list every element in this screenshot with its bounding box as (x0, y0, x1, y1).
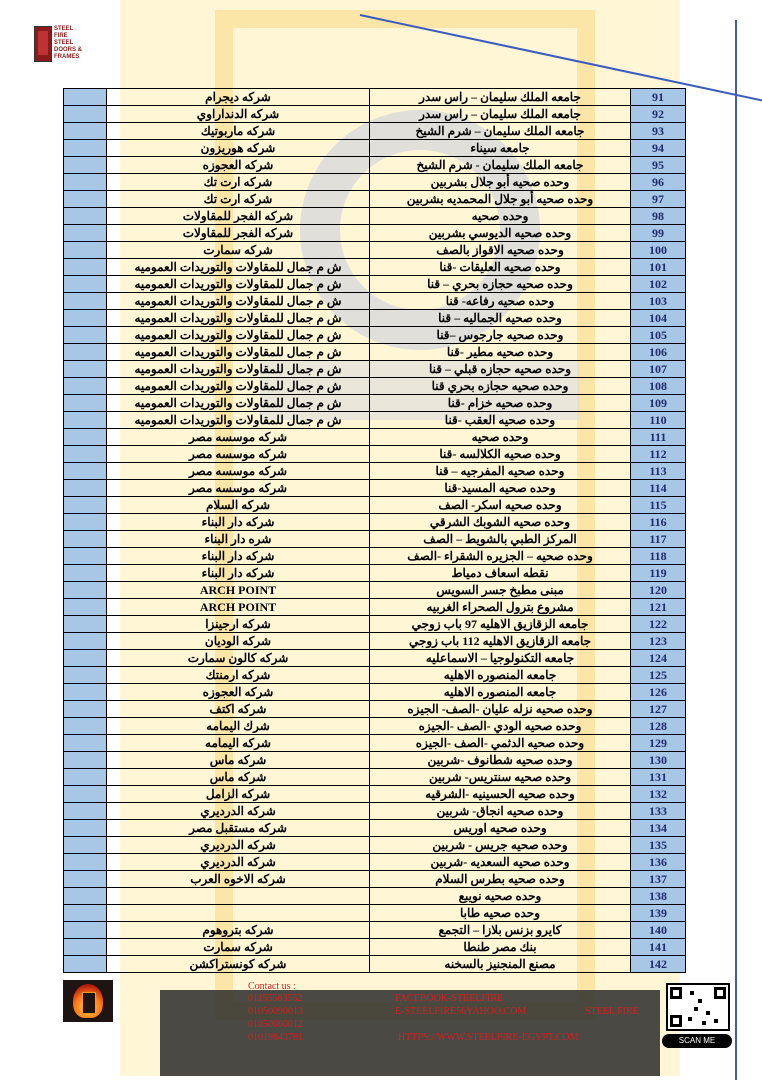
table-row (64, 820, 686, 837)
table-row (64, 905, 686, 922)
company-cell: شركه ماس (107, 752, 370, 769)
company-cell: ش م جمال للمقاولات والتوريدات العموميه (107, 412, 370, 429)
project-cell: وحده صحيه (370, 208, 631, 225)
table-row (64, 650, 686, 667)
company-cell: شركه دار البناء (107, 548, 370, 565)
qr-module (688, 1017, 692, 1021)
company-cell: شركه هوريزون (107, 140, 370, 157)
project-cell: وحده صحيه الديوسي بشربين (370, 225, 631, 242)
company-cell: ش م جمال للمقاولات والتوريدات العموميه (107, 344, 370, 361)
table-row (64, 310, 686, 327)
row-marker-cell (64, 633, 107, 650)
company-cell: شركه اليمامه (107, 735, 370, 752)
project-cell: وحده صحيه أبو جلال المحمديه بشربين (370, 191, 631, 208)
project-cell: جامعه الملك سليمان – راس سدر (370, 106, 631, 123)
row-number-cell: 117 (631, 531, 686, 548)
row-number-cell: 105 (631, 327, 686, 344)
company-cell: شركه الدرديري (107, 803, 370, 820)
company-cell: ش م جمال للمقاولات والتوريدات العموميه (107, 395, 370, 412)
company-cell: شركه الدرديري (107, 837, 370, 854)
project-cell: جامعه الزقازيق الاهليه 112 باب زوجي (370, 633, 631, 650)
row-marker-cell (64, 854, 107, 871)
table-row (64, 497, 686, 514)
row-number-cell: 104 (631, 310, 686, 327)
project-cell: وحده صحيه العقب -قنا (370, 412, 631, 429)
row-number-cell: 127 (631, 701, 686, 718)
row-marker-cell (64, 548, 107, 565)
project-cell: جامعه التكنولوجيا – الاسماعليه (370, 650, 631, 667)
company-cell: ARCH POINT (107, 599, 370, 616)
row-marker-cell (64, 871, 107, 888)
row-number-cell: 135 (631, 837, 686, 854)
company-cell: شركه الدرديري (107, 854, 370, 871)
project-cell: وحده صحيه نزله عليان -الصف- الجيزه (370, 701, 631, 718)
project-cell: وحده صحيه الجماليه – قنا (370, 310, 631, 327)
row-number-cell: 115 (631, 497, 686, 514)
project-cell: جامعه الملك سليمان – شرم الشيخ (370, 123, 631, 140)
row-number-cell: 110 (631, 412, 686, 429)
project-cell: المركز الطبي بالشويط – الصف (370, 531, 631, 548)
fire-logo (63, 980, 113, 1022)
company-cell: شركه الوديان (107, 633, 370, 650)
row-marker-cell (64, 259, 107, 276)
project-cell: وحده صحيه الكلالسه -قنا (370, 446, 631, 463)
table-row (64, 412, 686, 429)
qr-code[interactable] (666, 983, 730, 1031)
row-marker-cell (64, 922, 107, 939)
company-cell: ش م جمال للمقاولات والتوريدات العموميه (107, 361, 370, 378)
row-marker-cell (64, 769, 107, 786)
project-cell: بنك مصر طنطا (370, 939, 631, 956)
row-number-cell: 97 (631, 191, 686, 208)
project-cell: وحده صحيه الشوبك الشرقي (370, 514, 631, 531)
project-cell: وحده صحيه خزام -قنا (370, 395, 631, 412)
row-marker-cell (64, 429, 107, 446)
table-row (64, 956, 686, 973)
row-marker-cell (64, 752, 107, 769)
phone-number: 01155563552 (248, 993, 303, 1004)
row-number-cell: 102 (631, 276, 686, 293)
company-cell: شركه بتروهوم (107, 922, 370, 939)
project-cell: وحده صحيه حجازه بحري قنا (370, 378, 631, 395)
project-cell: مبنى مطبخ جسر السويس (370, 582, 631, 599)
project-cell: وحده صحيه اوريس (370, 820, 631, 837)
qr-module (702, 1021, 706, 1025)
row-number-cell: 138 (631, 888, 686, 905)
row-marker-cell (64, 276, 107, 293)
company-cell: شركه ديجرام (107, 89, 370, 106)
company-cell: شركه دار البناء (107, 514, 370, 531)
qr-finder (670, 1015, 682, 1027)
row-marker-cell (64, 208, 107, 225)
row-number-cell: 99 (631, 225, 686, 242)
company-cell: شركه ماربوتيك (107, 123, 370, 140)
row-marker-cell (64, 446, 107, 463)
project-cell: وحده صحيه (370, 429, 631, 446)
row-number-cell: 95 (631, 157, 686, 174)
project-cell: وحده صحيه الودي -الصف -الجيزه (370, 718, 631, 735)
row-marker-cell (64, 531, 107, 548)
row-number-cell: 113 (631, 463, 686, 480)
row-number-cell: 140 (631, 922, 686, 939)
row-marker-cell (64, 242, 107, 259)
row-marker-cell (64, 157, 107, 174)
row-marker-cell (64, 344, 107, 361)
row-marker-cell (64, 820, 107, 837)
project-cell: وحده صحيه مطير -قنا (370, 344, 631, 361)
row-marker-cell (64, 412, 107, 429)
company-cell: شره دار البناء (107, 531, 370, 548)
table-row (64, 463, 686, 480)
company-cell (107, 905, 370, 922)
table-row (64, 361, 686, 378)
table-row (64, 480, 686, 497)
table-row (64, 293, 686, 310)
row-number-cell: 111 (631, 429, 686, 446)
table-row (64, 429, 686, 446)
row-number-cell: 106 (631, 344, 686, 361)
qr-module (706, 1011, 710, 1015)
table-row (64, 446, 686, 463)
project-cell: وحده صحيه طابا (370, 905, 631, 922)
project-cell: وحده صحيه أبو جلال بشربين (370, 174, 631, 191)
scan-me-badge: SCAN ME (662, 1034, 732, 1048)
company-cell: شركه الزامل (107, 786, 370, 803)
project-cell: جامعه الملك سليمان - شرم الشيخ (370, 157, 631, 174)
row-number-cell: 134 (631, 820, 686, 837)
table-row (64, 939, 686, 956)
project-cell: وحده صحيه جارجوس –قنا (370, 327, 631, 344)
row-marker-cell (64, 191, 107, 208)
company-cell: شركه مستقبل مصر (107, 820, 370, 837)
table-row (64, 616, 686, 633)
project-cell: وحده صحيه سنتريس- شربين (370, 769, 631, 786)
row-marker-cell (64, 327, 107, 344)
project-cell: جامعه سيناء (370, 140, 631, 157)
row-marker-cell (64, 123, 107, 140)
project-cell: وحده صحيه المسيد-قنا (370, 480, 631, 497)
project-cell: وحده صحيه رفاعه- قنا (370, 293, 631, 310)
row-number-cell: 120 (631, 582, 686, 599)
door-icon (82, 992, 96, 1014)
row-marker-cell (64, 803, 107, 820)
row-marker-cell (64, 395, 107, 412)
phone-number: 01050080012 (248, 1019, 303, 1030)
project-cell: وحده صحيه الدثمي -الصف -الجيزه (370, 735, 631, 752)
project-cell: وحده صحيه شطانوف -شربين (370, 752, 631, 769)
row-marker-cell (64, 225, 107, 242)
table-row (64, 225, 686, 242)
company-cell: ARCH POINT (107, 582, 370, 599)
brand-name: STEEL FIRE (585, 1006, 639, 1017)
table-row (64, 701, 686, 718)
table-row (64, 327, 686, 344)
row-marker-cell (64, 905, 107, 922)
row-number-cell: 96 (631, 174, 686, 191)
company-cell: شركه موسسه مصر (107, 429, 370, 446)
row-number-cell: 136 (631, 854, 686, 871)
project-cell: مشروع بترول الصحراء الغربيه (370, 599, 631, 616)
company-cell: ش م جمال للمقاولات والتوريدات العموميه (107, 293, 370, 310)
company-cell: ش م جمال للمقاولات والتوريدات العموميه (107, 327, 370, 344)
row-number-cell: 92 (631, 106, 686, 123)
row-number-cell: 108 (631, 378, 686, 395)
company-cell: شرك اليمامه (107, 718, 370, 735)
row-marker-cell (64, 684, 107, 701)
company-cell: شركه اكتف (107, 701, 370, 718)
company-cell: شركه سمارت (107, 939, 370, 956)
row-number-cell: 126 (631, 684, 686, 701)
company-cell: شركه موسسه مصر (107, 463, 370, 480)
qr-module (694, 1007, 698, 1011)
row-marker-cell (64, 650, 107, 667)
table-row (64, 684, 686, 701)
row-marker-cell (64, 701, 107, 718)
row-marker-cell (64, 293, 107, 310)
decorative-line (735, 20, 737, 1080)
row-marker-cell (64, 956, 107, 973)
table-row (64, 871, 686, 888)
company-cell: شركه سمارت (107, 242, 370, 259)
table-row (64, 123, 686, 140)
row-number-cell: 109 (631, 395, 686, 412)
table-row (64, 582, 686, 599)
company-cell: شركه ارمنتك (107, 667, 370, 684)
table-row (64, 395, 686, 412)
table-row (64, 854, 686, 871)
project-cell: وحده صحيه الاقواز بالصف (370, 242, 631, 259)
row-marker-cell (64, 718, 107, 735)
qr-module (698, 999, 702, 1003)
row-number-cell: 116 (631, 514, 686, 531)
website-link[interactable]: HTTPS://WWW.STEELFIRE-EGYPT.COM (398, 1032, 579, 1043)
row-marker-cell (64, 361, 107, 378)
row-marker-cell (64, 599, 107, 616)
project-cell: وحده صحيه – الجزيره الشقراء -الصف (370, 548, 631, 565)
company-cell: شركه الفجر للمقاولات (107, 225, 370, 242)
phone-number: 01050090013 (248, 1006, 303, 1017)
row-marker-cell (64, 582, 107, 599)
company-cell: ش م جمال للمقاولات والتوريدات العموميه (107, 259, 370, 276)
table-row (64, 174, 686, 191)
qr-finder (670, 987, 682, 999)
project-cell: وحده صحيه نويبع (370, 888, 631, 905)
project-cell: وحده صحيه السعديه -شربين (370, 854, 631, 871)
row-number-cell: 133 (631, 803, 686, 820)
door-icon (34, 26, 52, 62)
row-marker-cell (64, 89, 107, 106)
company-cell: شركه موسسه مصر (107, 480, 370, 497)
project-cell: وحده صحيه العليقات -قنا (370, 259, 631, 276)
company-cell: شركه العجوزه (107, 684, 370, 701)
company-cell: شركه الفجر للمقاولات (107, 208, 370, 225)
company-cell: شركه كونستراكشن (107, 956, 370, 973)
row-number-cell: 129 (631, 735, 686, 752)
row-marker-cell (64, 310, 107, 327)
row-number-cell: 100 (631, 242, 686, 259)
table-row (64, 599, 686, 616)
phone-number: 01019843781 (248, 1032, 303, 1043)
project-cell: جامعه المنصوره الاهليه (370, 667, 631, 684)
table-row (64, 242, 686, 259)
company-cell: ش م جمال للمقاولات والتوريدات العموميه (107, 378, 370, 395)
email-link[interactable]: E-STEELFIRE56YAHOO.COM (395, 1006, 527, 1017)
project-cell: وحده صحيه اسكر- الصف (370, 497, 631, 514)
table-row (64, 769, 686, 786)
project-cell: وحده صحيه انجاق- شربين (370, 803, 631, 820)
table-row (64, 344, 686, 361)
row-marker-cell (64, 106, 107, 123)
row-number-cell: 114 (631, 480, 686, 497)
row-marker-cell (64, 140, 107, 157)
row-number-cell: 93 (631, 123, 686, 140)
row-number-cell: 121 (631, 599, 686, 616)
row-number-cell: 112 (631, 446, 686, 463)
project-cell: وحده صحيه المفرجيه – قنا (370, 463, 631, 480)
table-row (64, 378, 686, 395)
company-cell: شركه ماس (107, 769, 370, 786)
table-row (64, 531, 686, 548)
table-row (64, 888, 686, 905)
logo-text: STEEL FIRE STEEL DOORS & FRAMES (54, 26, 83, 60)
table-row (64, 735, 686, 752)
row-number-cell: 107 (631, 361, 686, 378)
row-marker-cell (64, 174, 107, 191)
project-cell: وحده صحيه حجازه قبلي – قنا (370, 361, 631, 378)
table-row (64, 565, 686, 582)
table-row (64, 922, 686, 939)
row-number-cell: 94 (631, 140, 686, 157)
table-row (64, 718, 686, 735)
project-cell: وحده صحيه جريس - شربين (370, 837, 631, 854)
company-cell: شركه الاخوه العرب (107, 871, 370, 888)
row-marker-cell (64, 463, 107, 480)
row-number-cell: 131 (631, 769, 686, 786)
table-row (64, 633, 686, 650)
table-row (64, 259, 686, 276)
contact-label: Contact us : (248, 981, 296, 992)
row-marker-cell (64, 480, 107, 497)
project-cell: جامعه المنصوره الاهليه (370, 684, 631, 701)
table-row (64, 89, 686, 106)
qr-finder (714, 987, 726, 999)
row-marker-cell (64, 888, 107, 905)
table-row (64, 837, 686, 854)
company-cell: شركه كالون سمارت (107, 650, 370, 667)
company-cell: شركه ارت تك (107, 174, 370, 191)
company-cell: شركه دار البناء (107, 565, 370, 582)
row-number-cell: 125 (631, 667, 686, 684)
table-row (64, 514, 686, 531)
table-row (64, 786, 686, 803)
company-cell: ش م جمال للمقاولات والتوريدات العموميه (107, 276, 370, 293)
table-row (64, 803, 686, 820)
project-cell: كايرو بزنس بلازا – التجمع (370, 922, 631, 939)
row-number-cell: 139 (631, 905, 686, 922)
company-logo (32, 24, 88, 64)
project-cell: جامعه الملك سليمان – راس سدر (370, 89, 631, 106)
company-cell: شركه ارت تك (107, 191, 370, 208)
company-cell: شركه الدنداراوي (107, 106, 370, 123)
row-number-cell: 130 (631, 752, 686, 769)
table-row (64, 548, 686, 565)
table-row (64, 157, 686, 174)
row-marker-cell (64, 667, 107, 684)
facebook-link[interactable]: FACEBOOK-STEELFIRE (395, 993, 504, 1004)
row-number-cell: 122 (631, 616, 686, 633)
table-row (64, 106, 686, 123)
row-number-cell: 124 (631, 650, 686, 667)
project-cell: وحده صحيه الحسينيه -الشرقيه (370, 786, 631, 803)
row-number-cell: 118 (631, 548, 686, 565)
row-marker-cell (64, 565, 107, 582)
project-cell: نقطه اسعاف دمياط (370, 565, 631, 582)
row-marker-cell (64, 497, 107, 514)
company-cell: شركه ارجينزا (107, 616, 370, 633)
qr-module (714, 1019, 718, 1023)
company-cell: شركه موسسه مصر (107, 446, 370, 463)
table-row (64, 752, 686, 769)
company-cell (107, 888, 370, 905)
row-number-cell: 137 (631, 871, 686, 888)
projects-table (63, 88, 686, 973)
row-marker-cell (64, 514, 107, 531)
row-number-cell: 103 (631, 293, 686, 310)
row-number-cell: 132 (631, 786, 686, 803)
project-cell: جامعه الزقازيق الاهليه 97 باب زوجي (370, 616, 631, 633)
row-number-cell: 142 (631, 956, 686, 973)
row-number-cell: 91 (631, 89, 686, 106)
row-number-cell: 141 (631, 939, 686, 956)
table-row (64, 276, 686, 293)
row-number-cell: 128 (631, 718, 686, 735)
row-marker-cell (64, 378, 107, 395)
row-marker-cell (64, 939, 107, 956)
project-cell: وحده صحيه حجازه بحري – قنا (370, 276, 631, 293)
row-number-cell: 123 (631, 633, 686, 650)
company-cell: شركه العجوزه (107, 157, 370, 174)
row-marker-cell (64, 616, 107, 633)
row-number-cell: 101 (631, 259, 686, 276)
table-row (64, 208, 686, 225)
company-cell: شركه السلام (107, 497, 370, 514)
company-cell: ش م جمال للمقاولات والتوريدات العموميه (107, 310, 370, 327)
row-number-cell: 98 (631, 208, 686, 225)
table-row (64, 140, 686, 157)
project-cell: مصنع المنجنيز بالسخنه (370, 956, 631, 973)
table-row (64, 191, 686, 208)
row-marker-cell (64, 837, 107, 854)
row-number-cell: 119 (631, 565, 686, 582)
project-cell: وحده صحيه بطرس السلام (370, 871, 631, 888)
qr-module (690, 991, 694, 995)
table-row (64, 667, 686, 684)
row-marker-cell (64, 786, 107, 803)
row-marker-cell (64, 735, 107, 752)
